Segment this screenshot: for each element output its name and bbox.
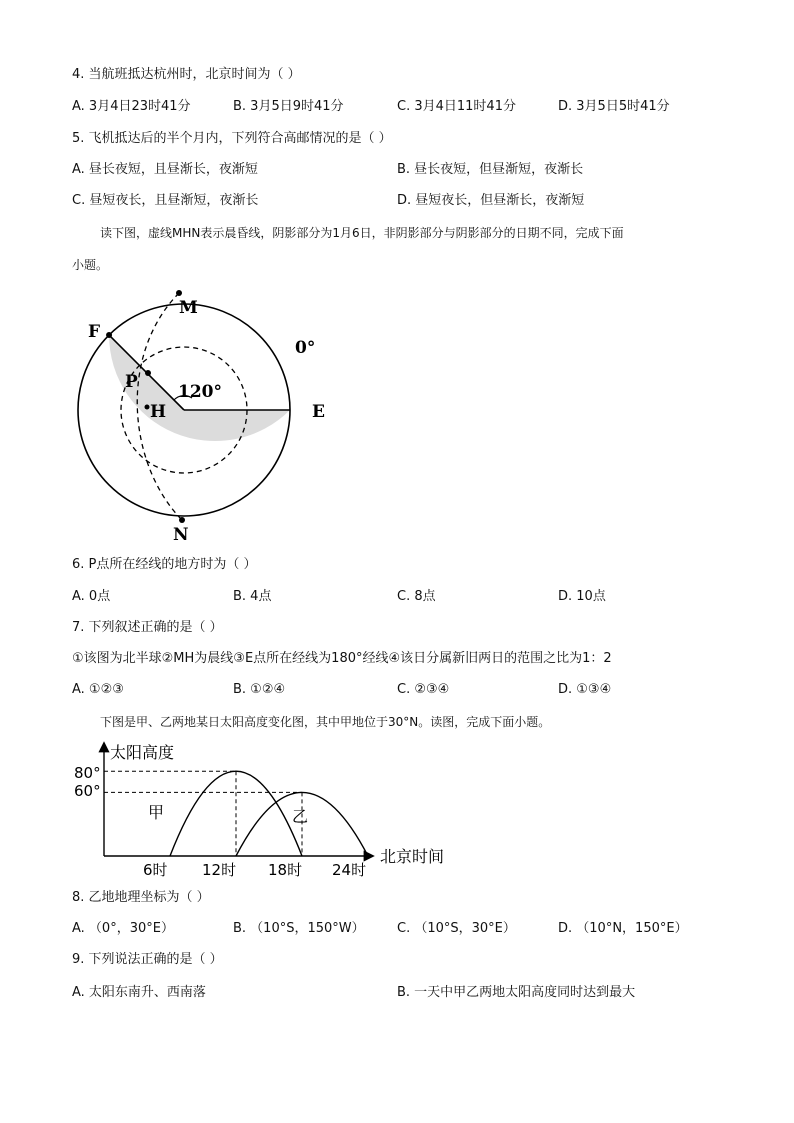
q6-stem: 6. P点所在经线的地方时为（ ） — [72, 557, 257, 572]
q4-option-b: B. 3月5日9时41分 — [233, 99, 344, 114]
point-n — [179, 517, 185, 523]
x-axis-label: 北京时间 — [380, 847, 445, 866]
q7-statements: ①该图为北半球②MH为晨线③E点所在经线为180°经线④该日分属新旧两日的范围之比为1：2 — [72, 651, 612, 666]
q9-option-b: B. 一天中甲乙两地太阳高度同时达到最大 — [397, 985, 636, 1000]
q5-option-c: C. 昼短夜长，且昼渐短，夜渐长 — [72, 193, 259, 208]
q4-option-a: A. 3月4日23时41分 — [72, 99, 191, 114]
q6-option-a: A. 0点 — [72, 589, 111, 604]
y-tick-60: 60° — [74, 782, 101, 800]
q7-stem: 7. 下列叙述正确的是（ ） — [72, 620, 223, 635]
q8-option-a: A. （0°，30°E） — [72, 921, 174, 936]
label-n: N — [173, 525, 189, 545]
q5-option-d: D. 昼短夜长，但昼渐长，夜渐短 — [397, 193, 585, 208]
y-tick-80: 80° — [74, 764, 101, 782]
label-e: E — [312, 402, 325, 422]
intro1-line1: 读下图，虚线MHN表示晨昏线，阴影部分为1月6日，非阴影部分与阴影部分的日期不同，完成下面 — [100, 226, 624, 240]
x-tick-18: 18时 — [268, 861, 303, 879]
intro1-line2: 小题。 — [72, 258, 109, 272]
q7-option-a: A. ①②③ — [72, 682, 124, 697]
figure1-polar-diagram — [70, 285, 340, 545]
q9-stem: 9. 下列说法正确的是（ ） — [72, 952, 223, 967]
q8-option-b: B. （10°S，150°W） — [233, 921, 365, 936]
label-p: P — [125, 372, 138, 392]
series-label-jia: 甲 — [148, 803, 165, 822]
q7-option-d: D. ①③④ — [558, 682, 612, 697]
q6-option-b: B. 4点 — [233, 589, 272, 604]
q8-option-c: C. （10°S，30°E） — [397, 921, 516, 936]
series-label-yi: 乙 — [292, 807, 309, 826]
label-m: M — [179, 298, 198, 318]
q4-stem: 4. 当航班抵达杭州时，北京时间为（ ） — [72, 67, 301, 82]
y-axis-label: 太阳高度 — [110, 743, 175, 762]
q9-option-a: A. 太阳东南升、西南落 — [72, 985, 206, 1000]
label-f: F — [88, 322, 101, 342]
label-h: H — [150, 402, 167, 422]
figure2-sun-altitude-chart — [70, 738, 470, 883]
point-h — [145, 405, 150, 410]
q5-option-b: B. 昼长夜短，但昼渐短，夜渐长 — [397, 162, 584, 177]
x-tick-24: 24时 — [332, 861, 367, 879]
q8-option-d: D. （10°N，150°E） — [558, 921, 688, 936]
q6-option-d: D. 10点 — [558, 589, 606, 604]
q7-option-c: C. ②③④ — [397, 682, 450, 697]
q5-option-a: A. 昼长夜短，且昼渐长，夜渐短 — [72, 162, 258, 177]
point-m — [176, 290, 182, 296]
point-p — [145, 370, 151, 376]
q5-stem: 5. 飞机抵达后的半个月内，下列符合高邮情况的是（ ） — [72, 131, 392, 146]
label-zero: 0° — [295, 338, 316, 358]
q8-stem: 8. 乙地地理坐标为（ ） — [72, 890, 210, 905]
x-tick-6: 6时 — [143, 861, 168, 879]
point-f — [106, 332, 112, 338]
q4-option-d: D. 3月5日5时41分 — [558, 99, 670, 114]
intro2-line1: 下图是甲、乙两地某日太阳高度变化图，其中甲地位于30°N。读图，完成下面小题。 — [100, 715, 551, 729]
q6-option-c: C. 8点 — [397, 589, 436, 604]
label-angle: 120° — [178, 382, 222, 402]
q7-option-b: B. ①②④ — [233, 682, 286, 697]
x-tick-12: 12时 — [202, 861, 237, 879]
q4-option-c: C. 3月4日11时41分 — [397, 99, 516, 114]
